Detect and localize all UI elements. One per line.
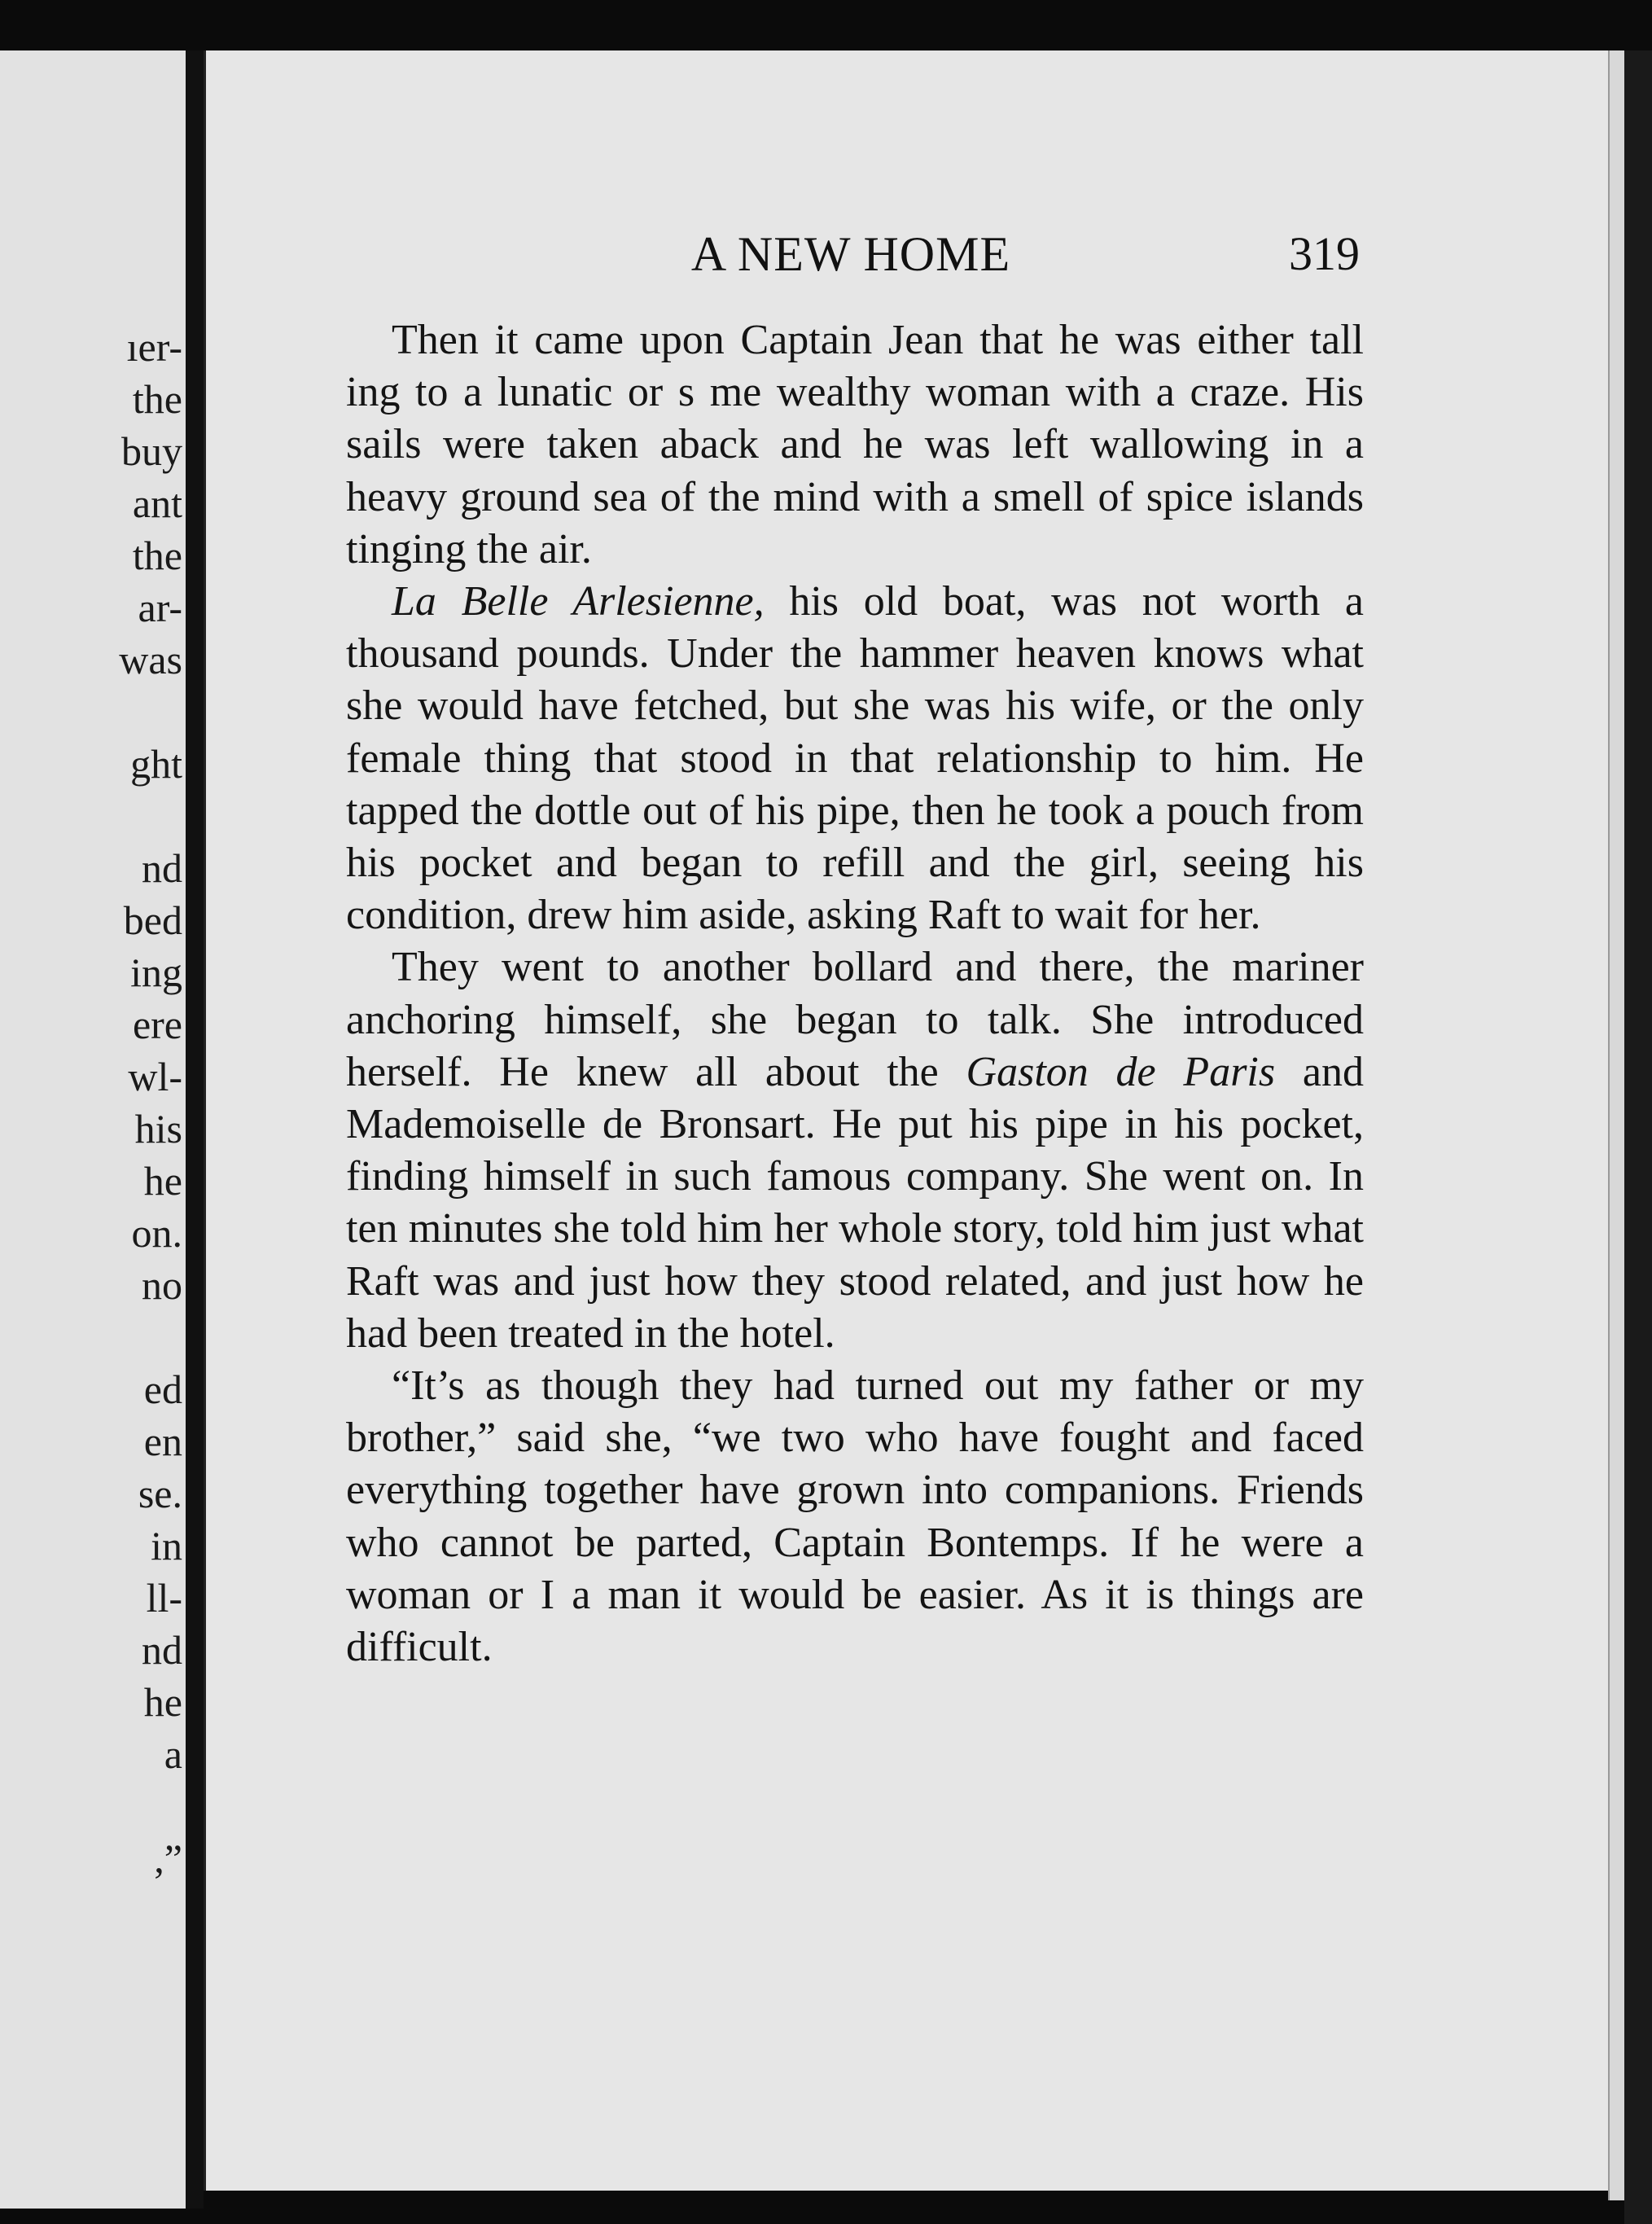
- paragraph-text: Then it came upon Captain Jean that he was either tall ing to a lunatic or s me wealthy woman with a craze. His sails were taken aback and he was left wallowing in a heavy ground sea of the mind with a smell of spice islands tinging the air.: [346, 317, 1364, 572]
- page-edge: [1608, 50, 1626, 2200]
- fragment-line: nd: [142, 1627, 182, 1673]
- fragment-line: en: [143, 1419, 182, 1464]
- fragment-line: [0, 1780, 182, 1832]
- paragraph: [346, 314, 1364, 576]
- paragraph-text: and Mademoiselle de Bronsart. He put his pipe in his pocket, finding himself in such famous company. She went on. In ten minutes she told him her whole story, told him just what Raft was and just how they stood related, and just how he had been treated in the hotel.: [346, 1048, 1364, 1357]
- fragment-line: [0, 790, 182, 842]
- fragment-line: on.: [131, 1210, 182, 1256]
- fragment-line: ing: [130, 950, 182, 995]
- fragment-line: ,”: [154, 1836, 182, 1881]
- paragraph: [346, 1360, 1364, 1673]
- paragraph-text: “It’s as though they had turned out my father or my brother,” said she, “we two who have fought and faced everything together have grown into companions. Friends who cannot be parted, Captain Bontemps. If he were a woman or I a man it would be easier. As it is things are difficult.: [346, 1362, 1364, 1671]
- fragment-line: buy: [121, 428, 182, 474]
- fragment-line: the: [132, 376, 182, 422]
- fragment-line: a: [164, 1731, 182, 1777]
- fragment-line: nd: [142, 845, 182, 891]
- fragment-line: no: [142, 1262, 182, 1308]
- fragment-line: bed: [123, 897, 182, 943]
- fragment-line: ght: [130, 741, 182, 787]
- fragment-line: ll-: [146, 1575, 182, 1621]
- boat-name: La Belle Arlesienne,: [392, 578, 765, 625]
- paragraph: [346, 576, 1364, 941]
- page-number: 319: [1289, 227, 1360, 280]
- gutter: [186, 50, 204, 2209]
- paragraph-text: They went to another bollard and there, the mariner anchoring himself, she began to talk. She introduced herself. He knew all about the: [346, 944, 1364, 1095]
- fragment-line: [0, 1311, 182, 1363]
- fragment-line: was: [119, 637, 182, 682]
- previous-page-text: [0, 321, 182, 1884]
- fragment-line: ar-: [138, 585, 182, 630]
- fragment-line: se.: [138, 1471, 182, 1516]
- fragment-line: in: [151, 1523, 182, 1568]
- scan-border: [1624, 50, 1652, 2224]
- fragment-line: his: [134, 1106, 182, 1151]
- fragment-line: the: [132, 533, 182, 578]
- fragment-line: ed: [143, 1366, 182, 1412]
- running-head: [342, 226, 1360, 287]
- fragment-line: he: [143, 1679, 182, 1725]
- fragment-line: wl-: [128, 1054, 182, 1099]
- ship-name: Gaston de Paris: [966, 1048, 1276, 1095]
- page-body: [346, 314, 1364, 1673]
- fragment-line: he: [143, 1158, 182, 1204]
- fragment-line: ant: [132, 480, 182, 526]
- fragment-line: ıer-: [126, 324, 182, 370]
- paragraph-text: his old boat, was not worth a thousand pounds. Under the hammer heaven knows what she would have fetched, but she was his wife, or the only female thing that stood in that relationship to him. He tapped the dottle out of his pipe, then he took a pouch from his pocket and began to refill and the girl, seeing his condition, drew him aside, asking Raft to wait for her.: [346, 578, 1364, 939]
- fragment-line: ere: [132, 1002, 182, 1047]
- chapter-title: A NEW HOME: [690, 227, 1011, 281]
- paragraph: [346, 941, 1364, 1360]
- fragment-line: [0, 686, 182, 738]
